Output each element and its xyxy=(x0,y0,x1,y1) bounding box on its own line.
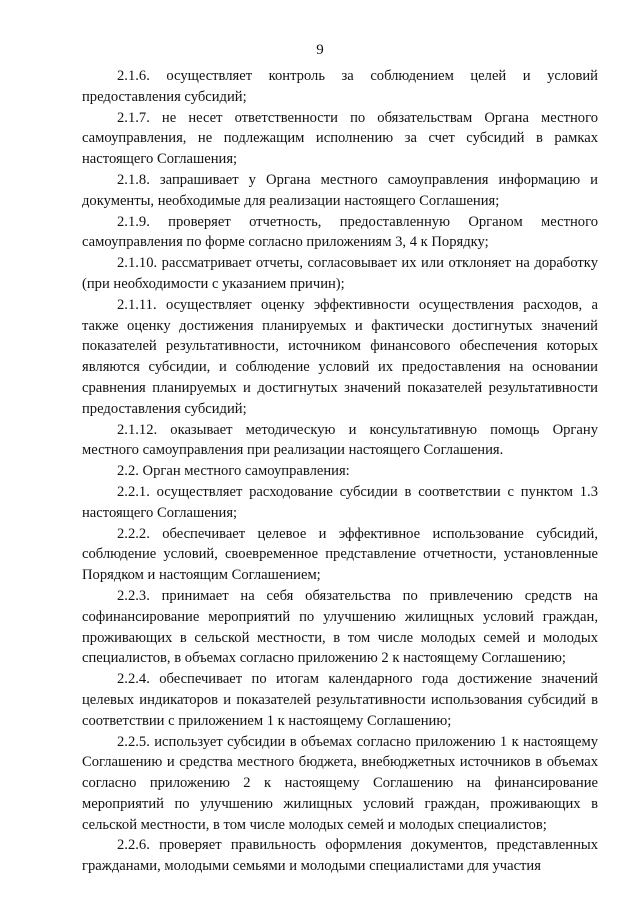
clause-2-1-10: 2.1.10. рассматривает отчеты, согласовывает их или отклоняет на доработку (при необходимости с указанием причин); xyxy=(82,255,598,292)
clause-2-1-7: 2.1.7. не несет ответственности по обязательствам Органа местного самоуправления, не подлежащим исполнению за счет субсидий в рамках настоящего Соглашения; xyxy=(82,109,598,168)
document-body xyxy=(82,66,598,877)
clause-2-2-1: 2.2.1. осуществляет расходование субсидии в соответствии с пунктом 1.3 настоящего Соглашения; xyxy=(82,483,598,521)
clause-2-1-12: 2.1.12. оказывает методическую и консультативную помощь Органу местного самоуправления при реализации настоящего Соглашения. xyxy=(82,421,598,459)
clause-2-2-4: 2.2.4. обеспечивает по итогам календарного года достижение значений целевых индикаторов и показателей результативности использования субсидий в соответствии с приложением 1 к настоящему Соглашению; xyxy=(82,671,598,729)
clause-2-2-6: 2.2.6. проверяет правильность оформления документов, представленных гражданами, молодыми семьями и молодыми специалистами для участия xyxy=(82,837,598,875)
clause-2-2-heading: 2.2. Орган местного самоуправления: xyxy=(117,463,350,480)
page-number: 9 xyxy=(316,42,324,58)
clause-2-2-2: 2.2.2. обеспечивает целевое и эффективное использование субсидий, соблюдение условий, своевременное представление отчетности, установленные Порядком и настоящим Соглашением; xyxy=(82,525,598,584)
clause-2-2-5: 2.2.5. использует субсидии в объемах согласно приложению 1 к настоящему Соглашению и средства местного бюджета, внебюджетных источников в объемах согласно приложению 2 к настоящему Соглашению на финансирование мероприятий по улучшению жилищных условий граждан, проживающих в сельской местности, в том числе молодых семей и молодых специалистов; xyxy=(82,733,598,833)
clause-2-2-3: 2.2.3. принимает на себя обязательства по привлечению средств на софинансирование мероприятий по улучшению жилищных условий граждан, проживающих в сельской местности, в том числе молодых семей и молодых специалистов, в объемах согласно приложению 2 к настоящему Соглашению; xyxy=(82,587,598,667)
clause-2-1-9: 2.1.9. проверяет отчетность, предоставленную Органом местного самоуправления по форме согласно приложениям 3, 4 к Порядку; xyxy=(82,213,598,251)
clause-2-1-11: 2.1.11. осуществляет оценку эффективности осуществления расходов, а также оценку достижения планируемых и фактически достигнутых значений показателей результативности, источником финансового обеспечения которых являются субсидии, и соблюдение условий их предоставления на основании сравнения планируемых и достигнутых значений показателей результативности предоставления субсидий; xyxy=(82,296,598,417)
clause-2-1-6: 2.1.6. осуществляет контроль за соблюдением целей и условий предоставления субсидий; xyxy=(82,68,598,105)
clause-2-1-8: 2.1.8. запрашивает у Органа местного самоуправления информацию и документы, необходимые для реализации настоящего Соглашения; xyxy=(82,171,598,209)
